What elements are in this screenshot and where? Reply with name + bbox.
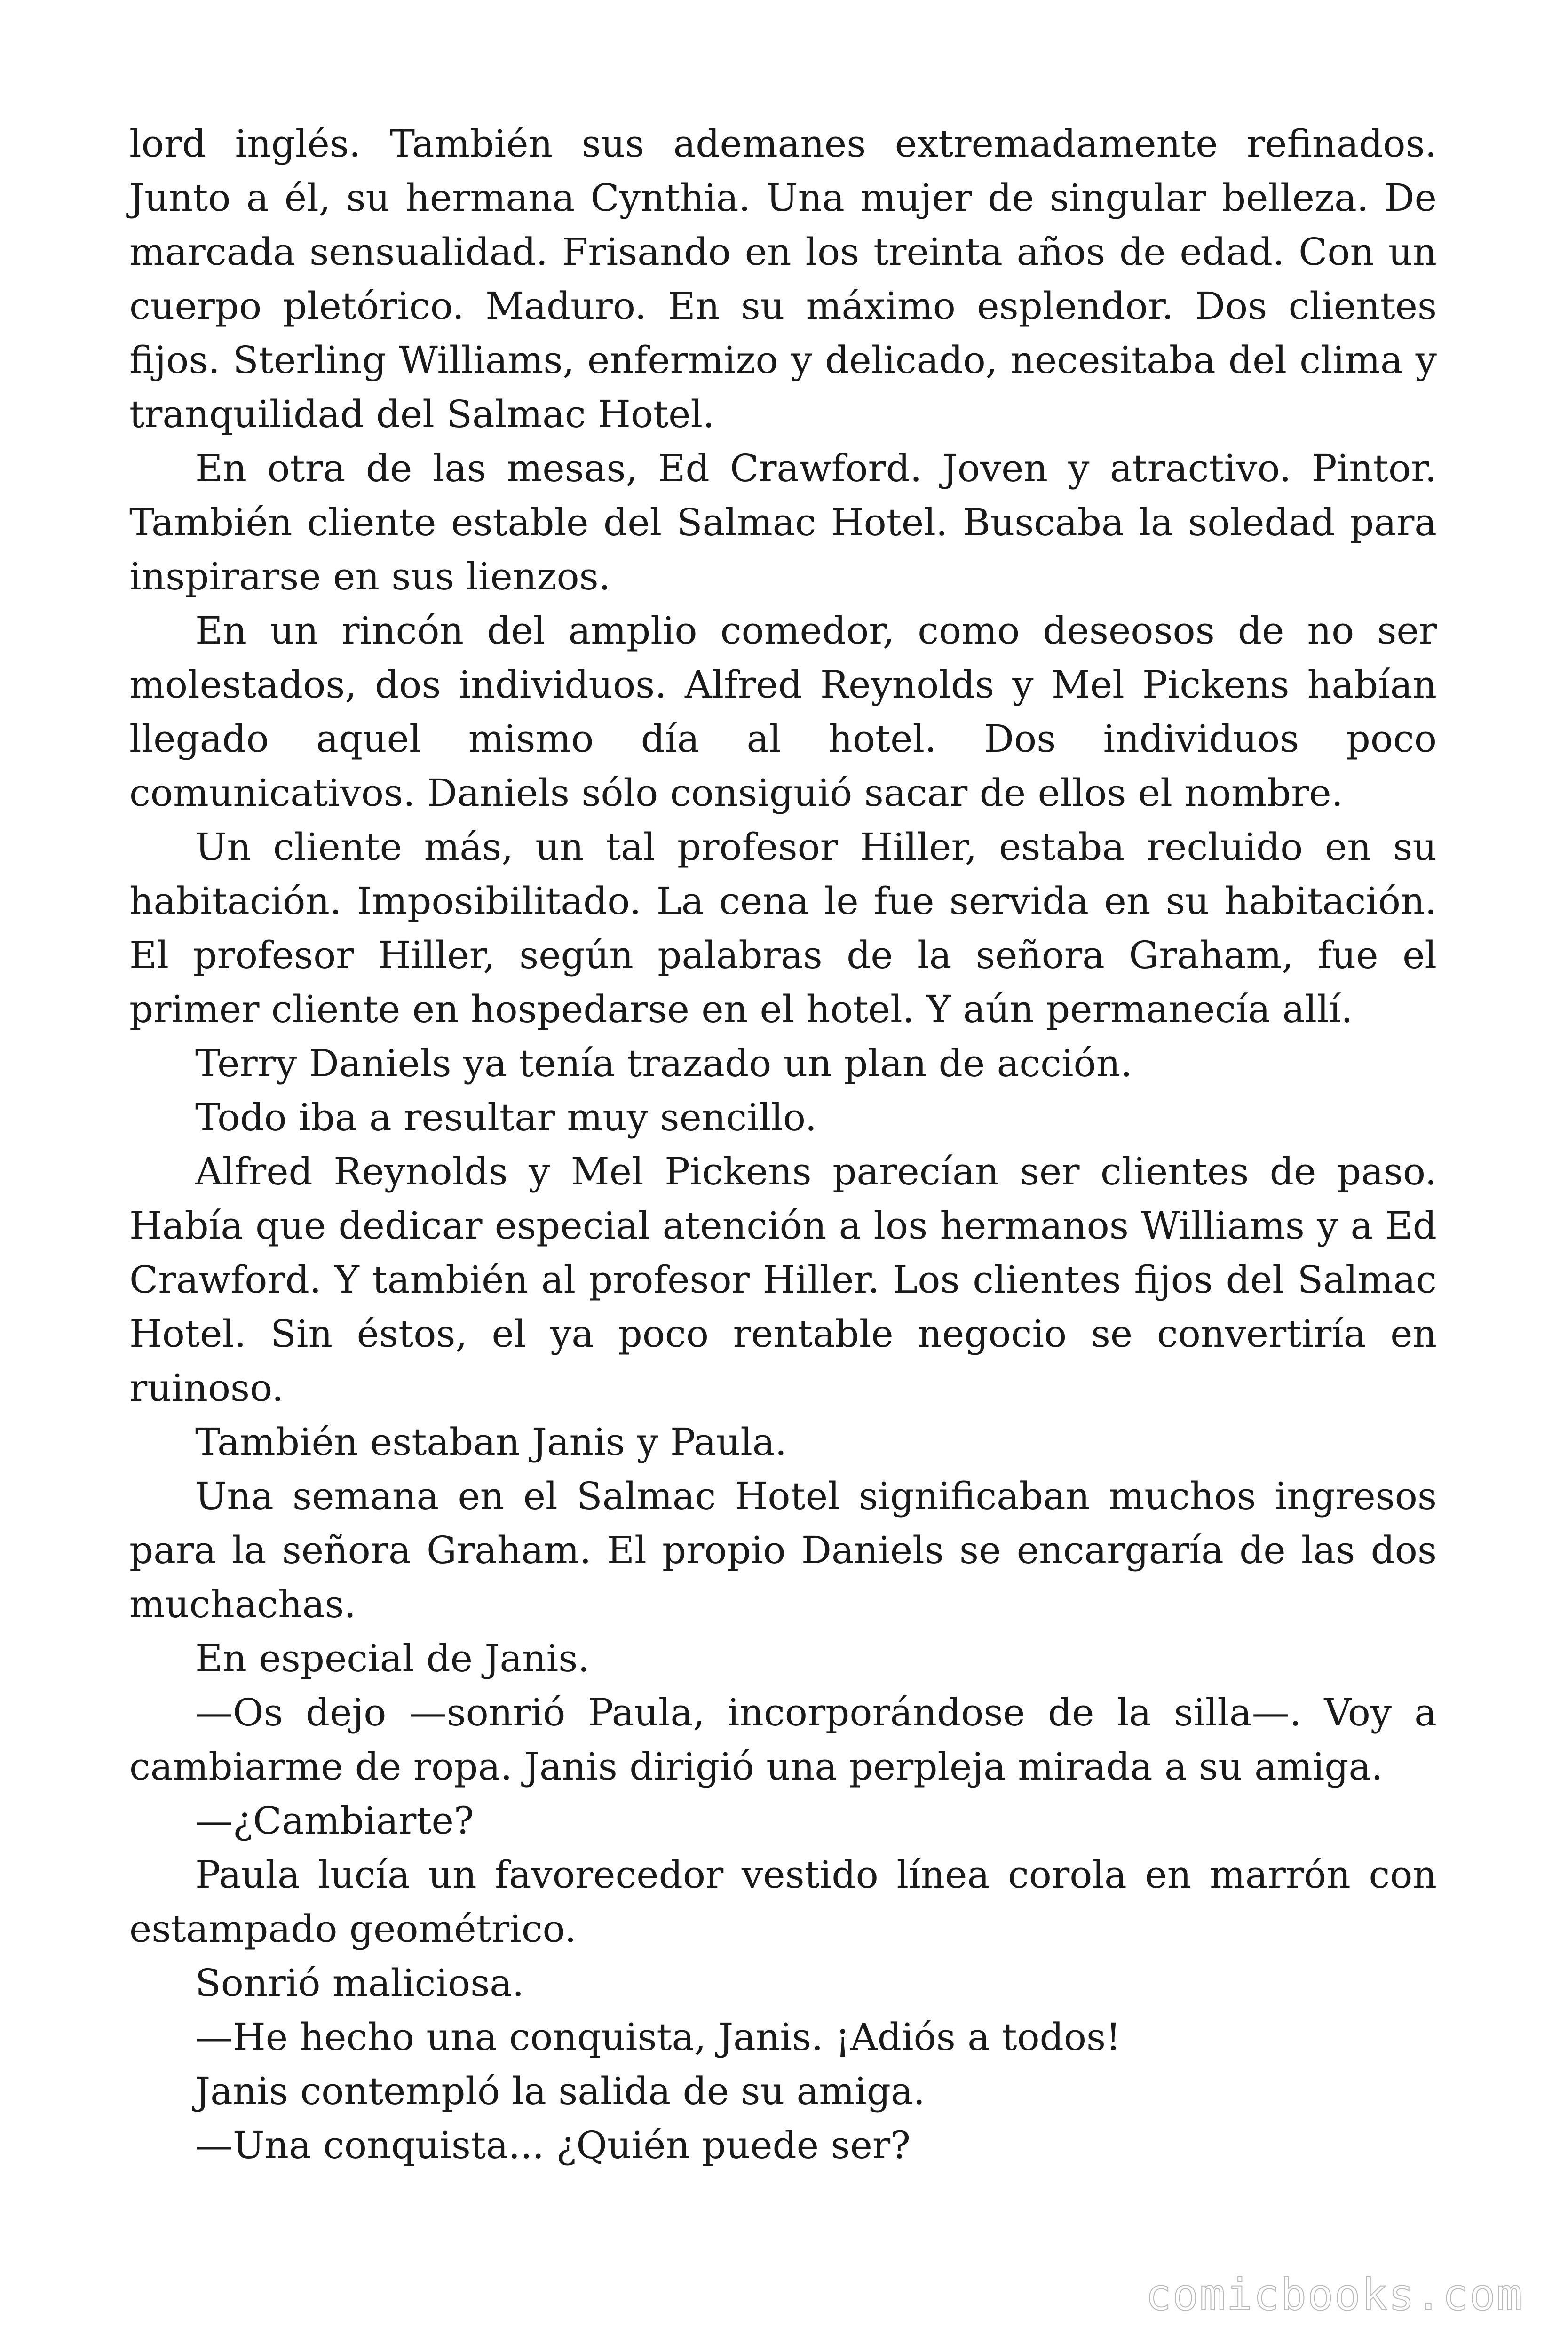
watermark: comicbooks.com: [1145, 2270, 1523, 2320]
paragraph: Todo iba a resultar muy sencillo.: [195, 1096, 817, 1139]
paragraph: —He hecho una conquista, Janis. ¡Adiós a todos!: [195, 2015, 1121, 2059]
paragraph: En especial de Janis.: [195, 1637, 590, 1680]
paragraph: —Os dejo —sonrió Paula, incorporándose de la silla—. Voy a cambiarme de ropa. Janis dirigió una perpleja mirada a su amiga.: [129, 1691, 1437, 1788]
paragraph: En un rincón del amplio comedor, como deseosos de no ser molestados, dos individuos. Alfred Reynolds y Mel Pickens habían llegado aquel mismo día al hotel. Dos individuos poco comunicativos. Daniels sólo consiguió sacar de ellos el nombre.: [129, 609, 1437, 815]
body-text: [129, 117, 1437, 2172]
paragraph: Terry Daniels ya tenía trazado un plan de acción.: [195, 1041, 1132, 1085]
paragraph: Un cliente más, un tal profesor Hiller, estaba recluido en su habitación. Imposibilitado. La cena le fue servida en su habitación. El profesor Hiller, según palabras de la señora Graham, fue el primer cliente en hospedarse en el hotel. Y aún permanecía allí.: [129, 825, 1437, 1031]
paragraph: —¿Cambiarte?: [195, 1799, 474, 1843]
paragraph: En otra de las mesas, Ed Crawford. Joven y atractivo. Pintor. También cliente estable del Salmac Hotel. Buscaba la soledad para inspirarse en sus lienzos.: [129, 446, 1437, 598]
paragraph: Paula lucía un favorecedor vestido línea corola en marrón con estampado geométrico.: [129, 1853, 1437, 1951]
paragraph: También estaban Janis y Paula.: [195, 1420, 787, 1464]
paragraph: Alfred Reynolds y Mel Pickens parecían ser clientes de paso. Había que dedicar especial atención a los hermanos Williams y a Ed Crawford. Y también al profesor Hiller. Los clientes fijos del Salmac Hotel. Sin éstos, el ya poco rentable negocio se convertiría en ruinoso.: [129, 1150, 1437, 1410]
paragraph: —Una conquista... ¿Quién puede ser?: [195, 2123, 911, 2167]
paragraph: Una semana en el Salmac Hotel significaban muchos ingresos para la señora Graham. El propio Daniels se encargaría de las dos muchachas.: [129, 1474, 1437, 1626]
paragraph: Janis contempló la salida de su amiga.: [195, 2069, 926, 2113]
paragraph: lord inglés. También sus ademanes extremadamente refinados. Junto a él, su hermana Cynthia. Una mujer de singular belleza. De marcada sensualidad. Frisando en los treinta años de edad. Con un cuerpo pletórico. Maduro. En su máximo esplendor. Dos clientes fijos. Sterling Williams, enfermizo y delicado, necesitaba del clima y tranquilidad del Salmac Hotel.: [129, 122, 1437, 436]
paragraph: Sonrió maliciosa.: [195, 1961, 524, 2005]
